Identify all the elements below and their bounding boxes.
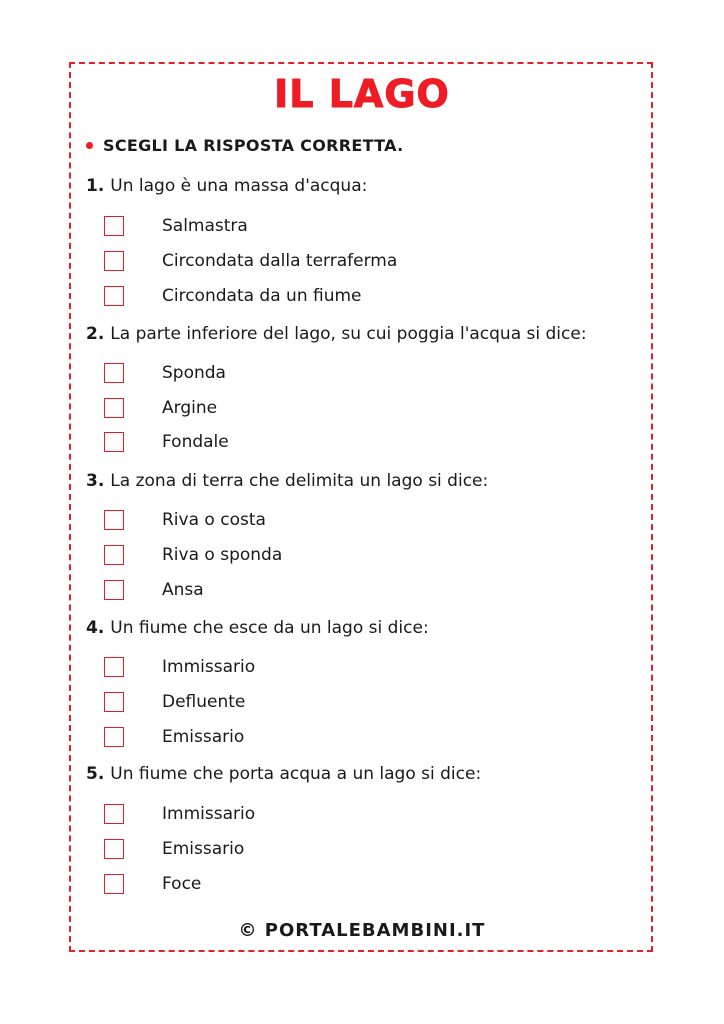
option-3-1[interactable] (104, 508, 266, 532)
option-3-3[interactable] (104, 578, 204, 602)
question-text: Un lago è una massa d'acqua: (110, 176, 368, 196)
question-number: 3. (86, 471, 105, 491)
option-5-2[interactable] (104, 837, 245, 861)
question-3 (86, 471, 488, 491)
checkbox[interactable] (104, 839, 124, 859)
checkbox[interactable] (104, 692, 124, 712)
checkbox[interactable] (104, 874, 124, 894)
option-2-2[interactable] (104, 396, 218, 420)
checkbox[interactable] (104, 580, 124, 600)
question-number: 1. (86, 176, 105, 196)
option-label: Salmastra (162, 216, 248, 236)
page-title: IL LAGO (274, 72, 450, 116)
option-1-3[interactable] (104, 284, 362, 308)
question-2 (86, 324, 587, 344)
option-2-3[interactable] (104, 430, 229, 454)
option-label: Ansa (162, 580, 204, 600)
checkbox[interactable] (104, 398, 124, 418)
option-1-2[interactable] (104, 249, 398, 273)
option-1-1[interactable] (104, 214, 248, 238)
question-text: Un fiume che esce da un lago si dice: (110, 618, 429, 638)
instruction (86, 136, 404, 155)
option-label: Immissario (162, 657, 256, 677)
option-label: Emissario (162, 727, 245, 747)
checkbox[interactable] (104, 251, 124, 271)
option-5-3[interactable] (104, 872, 202, 896)
option-4-3[interactable] (104, 725, 245, 749)
option-3-2[interactable] (104, 543, 283, 567)
checkbox[interactable] (104, 363, 124, 383)
checkbox[interactable] (104, 545, 124, 565)
option-label: Foce (162, 874, 202, 894)
bullet-icon (86, 142, 93, 149)
question-1 (86, 176, 367, 196)
checkbox[interactable] (104, 657, 124, 677)
question-4 (86, 618, 429, 638)
option-label: Circondata dalla terraferma (162, 251, 398, 271)
option-label: Argine (162, 398, 218, 418)
checkbox[interactable] (104, 727, 124, 747)
question-number: 5. (86, 764, 105, 784)
option-label: Circondata da un fiume (162, 286, 362, 306)
footer-credit: © PORTALEBAMBINI.IT (238, 920, 486, 941)
checkbox[interactable] (104, 432, 124, 452)
question-text: Un fiume che porta acqua a un lago si dice: (110, 764, 482, 784)
option-label: Riva o costa (162, 510, 266, 530)
option-4-2[interactable] (104, 690, 246, 714)
instruction-text: SCEGLI LA RISPOSTA CORRETTA. (103, 136, 404, 155)
option-label: Defluente (162, 692, 246, 712)
question-text: La zona di terra che delimita un lago si dice: (110, 471, 489, 491)
option-label: Immissario (162, 804, 256, 824)
question-5 (86, 764, 481, 784)
checkbox[interactable] (104, 804, 124, 824)
checkbox[interactable] (104, 510, 124, 530)
option-label: Fondale (162, 432, 229, 452)
option-label: Sponda (162, 363, 226, 383)
question-number: 4. (86, 618, 105, 638)
option-2-1[interactable] (104, 361, 226, 385)
checkbox[interactable] (104, 286, 124, 306)
option-4-1[interactable] (104, 655, 256, 679)
option-label: Riva o sponda (162, 545, 283, 565)
checkbox[interactable] (104, 216, 124, 236)
question-number: 2. (86, 324, 105, 344)
option-5-1[interactable] (104, 802, 256, 826)
option-label: Emissario (162, 839, 245, 859)
question-text: La parte inferiore del lago, su cui poggia l'acqua si dice: (110, 324, 587, 344)
